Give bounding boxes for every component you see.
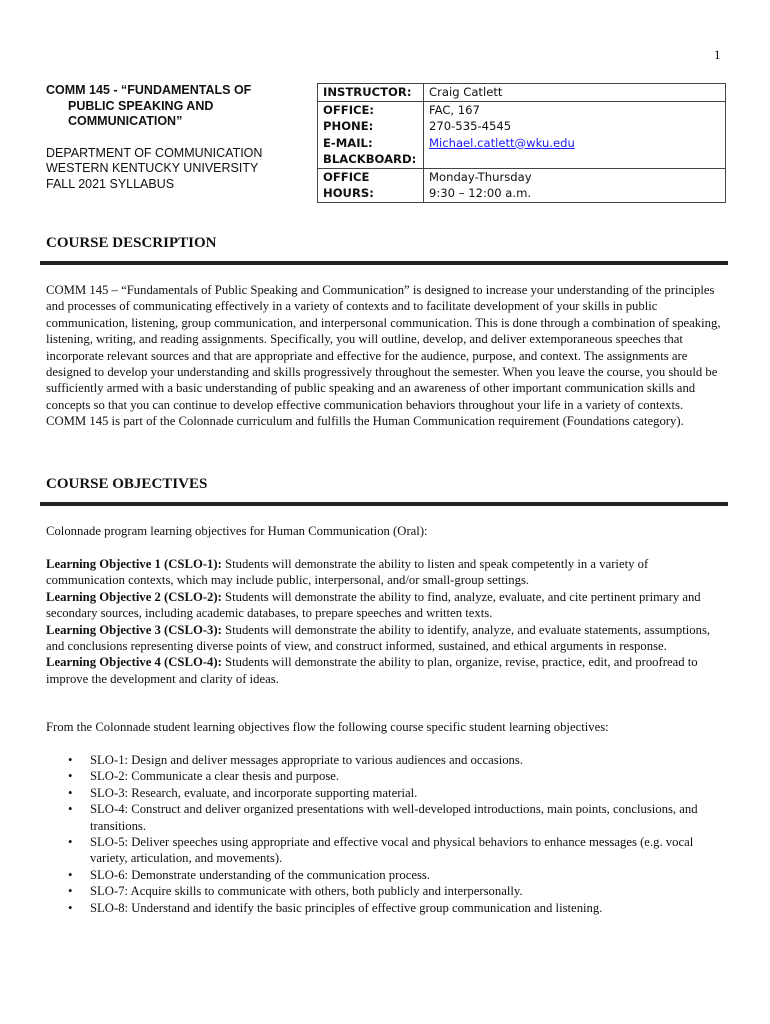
course-title-line: COMM 145 - “FUNDAMENTALS OF xyxy=(46,83,252,97)
blackboard-label: BLACKBOARD: xyxy=(323,152,417,166)
instructor-info-table xyxy=(317,83,726,203)
contact-labels xyxy=(318,101,424,168)
office-hours-row xyxy=(318,168,726,202)
email-label: E-MAIL: xyxy=(323,135,373,150)
course-header xyxy=(46,83,296,192)
course-title-line: PUBLIC SPEAKING AND xyxy=(68,98,214,113)
learning-objective-label: Learning Objective 4 (CSLO-4): xyxy=(46,655,222,670)
slo-item: • SLO-4: Construct and deliver organized presentations with well-developed introductions, main points, conclusions, and transitions. xyxy=(46,801,726,834)
course-description-heading: COURSE DESCRIPTION xyxy=(46,235,217,251)
office-hours-label-line: OFFICE xyxy=(323,169,370,184)
slo-item: • SLO-1: Design and deliver messages appropriate to various audiences and occasions. xyxy=(46,752,726,768)
course-objectives-heading: COURSE OBJECTIVES xyxy=(46,476,208,492)
learning-objective-label: Learning Objective 2 (CSLO-2): xyxy=(46,589,222,604)
instructor-label: INSTRUCTOR: xyxy=(318,84,424,102)
slo-item: • SLO-5: Deliver speeches using appropriate and effective vocal and physical behaviors to enhance messages (e.g. vocal variety, articulation, and movements). xyxy=(46,834,726,867)
department-name: DEPARTMENT OF COMMUNICATION xyxy=(46,145,263,160)
slo-item: • SLO-2: Communicate a clear thesis and purpose. xyxy=(46,768,726,784)
contact-values xyxy=(424,101,726,168)
blackboard-value xyxy=(429,151,720,168)
learning-objectives xyxy=(46,556,726,687)
learning-objective xyxy=(46,589,726,622)
slo-intro: From the Colonnade student learning objectives flow the following course specific student learning objectives: xyxy=(46,720,609,734)
university-name: WESTERN KENTUCKY UNIVERSITY xyxy=(46,161,259,175)
office-hours-value xyxy=(424,168,726,202)
slo-item: • SLO-8: Understand and identify the basic principles of effective group communication and listening. xyxy=(46,900,726,916)
learning-objective-text: Students will demonstrate the ability to plan, organize, revise, practice, edit, and proofread to improve the development and clarity of ideas. xyxy=(46,655,698,686)
slo-list xyxy=(46,752,726,916)
learning-objective-label: Learning Objective 1 (CSLO-1): xyxy=(46,557,222,571)
section-divider xyxy=(40,502,728,506)
slo-item: • SLO-3: Research, evaluate, and incorporate supporting material. xyxy=(46,785,726,801)
department-info xyxy=(46,146,296,193)
email-link[interactable]: Michael.catlett@wku.edu xyxy=(429,135,575,150)
slo-item: • SLO-7: Acquire skills to communicate with others, both publicly and interpersonally. xyxy=(46,883,726,899)
slo-item: • SLO-6: Demonstrate understanding of the communication process. xyxy=(46,867,726,883)
phone-value: 270-535-4545 xyxy=(429,119,512,133)
page-number: 1 xyxy=(714,47,721,62)
instructor-row xyxy=(318,84,726,102)
office-value: FAC, 167 xyxy=(429,102,480,117)
office-hours-label-line: HOURS: xyxy=(323,186,374,200)
section-divider xyxy=(40,261,728,265)
office-hours-days: Monday-Thursday xyxy=(429,169,532,184)
objectives-intro: Colonnade program learning objectives for Human Communication (Oral): xyxy=(46,524,428,538)
phone-label: PHONE: xyxy=(323,119,374,133)
learning-objective-text: Students will demonstrate the ability to find, analyze, evaluate, and cite pertinent primary and secondary sources, including academic databases, to prepare speeches and written texts. xyxy=(46,589,701,621)
learning-objective-text: Students will demonstrate the ability to identify, analyze, and evaluate statements, assumptions, and conclusions representing diverse points of view, and construct informed, sustained, and ethical arguments in response. xyxy=(46,622,711,654)
syllabus-term: FALL 2021 SYLLABUS xyxy=(46,176,175,191)
learning-objective xyxy=(46,654,726,687)
learning-objective xyxy=(46,556,726,589)
learning-objective-text: Students will demonstrate the ability to listen and speak competently in a variety of communication contexts, which may include public, interpersonal, and/or small-group settings. xyxy=(46,557,649,588)
office-hours-label xyxy=(318,168,424,202)
course-title-line: COMMUNICATION” xyxy=(68,114,183,128)
contact-row xyxy=(318,101,726,168)
course-description-text: COMM 145 – “Fundamentals of Public Speaking and Communication” is designed to increase your understanding of the principles and processes of communicating effectively in a variety of contexts and to facilitate development of your skills in public communication, listening, group communication, and interpersonal communication. This is done through a combination of speaking, listening, writing, and reading assignments. Specifically, you will outline, develop, and deliver extemporaneous speeches that incorporate relevant sources and that are appropriate and effective for the audience, purpose, and context. The assignments are designed to develop your understanding and skills progressively throughout the semester. When you leave the course, you should be sufficiently armed with a basic understanding of public speaking and an awareness of other important communication skills and concepts so that you can continue to develop effective communication behaviors throughout your life in a variety of contexts. COMM 145 is part of the Colonnade curriculum and fulfills the Human Communication requirement (Foundations category). xyxy=(46,283,721,429)
office-label: OFFICE: xyxy=(323,102,375,117)
instructor-value: Craig Catlett xyxy=(424,84,726,102)
learning-objective xyxy=(46,622,726,655)
learning-objective-label: Learning Objective 3 (CSLO-3): xyxy=(46,622,222,637)
course-title xyxy=(46,83,296,130)
office-hours-time: 9:30 – 12:00 a.m. xyxy=(429,186,532,200)
